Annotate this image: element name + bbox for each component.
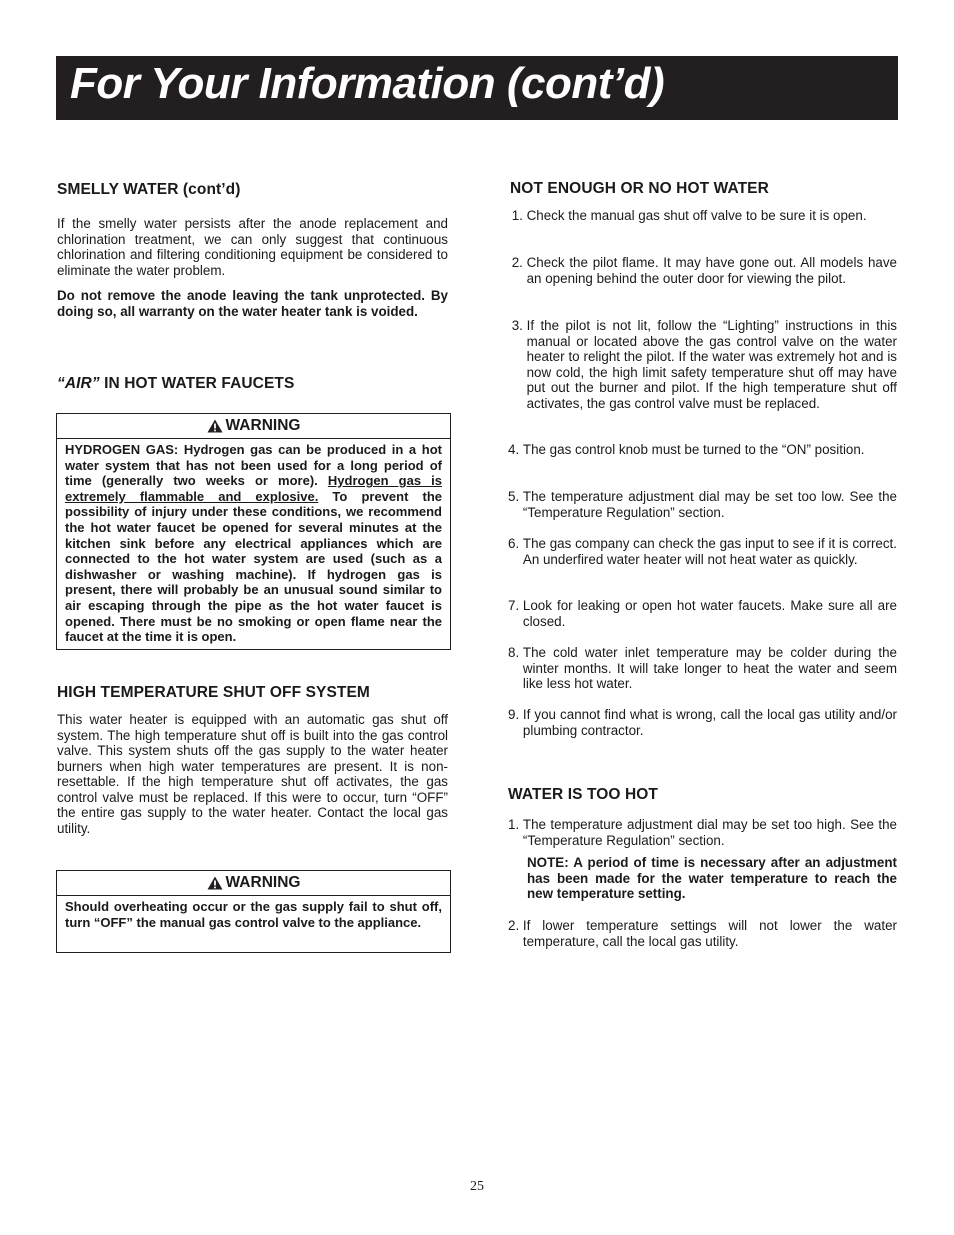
hydrogen-warning-box bbox=[56, 413, 451, 650]
page-title: For Your Information (cont’d) bbox=[70, 59, 665, 108]
list-item: 4. The gas control knob must be turned to the “ON” position. bbox=[508, 442, 865, 457]
list-item: 5. The temperature adjustment dial may be set too low. See the “Temperature Regulation” section. bbox=[508, 489, 897, 520]
list-item: 7. Look for leaking or open hot water faucets. Make sure all are closed. bbox=[508, 598, 897, 629]
overheating-warning-box bbox=[56, 870, 451, 953]
no-hot-water-heading: NOT ENOUGH OR NO HOT WATER bbox=[510, 180, 769, 197]
overheating-warning-text: Should overheating occur or the gas supply fail to shut off, turn “OFF” the manual gas control valve to the appliance. bbox=[65, 899, 442, 930]
list-item: 6. The gas company can check the gas input to see if it is correct. An underfired water heater will not heat water as quickly. bbox=[508, 536, 897, 567]
list-item: 1. The temperature adjustment dial may be set too high. See the “Temperature Regulation” section. bbox=[508, 817, 897, 848]
air-faucets-heading: “AIR” IN HOT WATER FAUCETS bbox=[57, 375, 295, 392]
list-item: 1. Check the manual gas shut off valve to be sure it is open. bbox=[508, 208, 867, 223]
high-temp-shutoff-heading: HIGH TEMPERATURE SHUT OFF SYSTEM bbox=[57, 684, 370, 701]
warning-header bbox=[57, 871, 450, 896]
page-title-bar bbox=[56, 56, 898, 120]
warning-triangle-icon bbox=[207, 419, 223, 433]
smelly-water-paragraph: If the smelly water persists after the anode replacement and chlorination treatment, we can only suggest that continuous chlorination and filtering conditioning equipment be considered to eliminate the water problem. bbox=[57, 216, 448, 278]
smelly-water-heading: SMELLY WATER (cont’d) bbox=[57, 181, 241, 198]
list-item: 2. Check the pilot flame. It may have gone out. All models have an opening behind the outer door for viewing the pilot. bbox=[508, 255, 897, 286]
warning-triangle-icon bbox=[207, 876, 223, 890]
list-item: 2. If lower temperature settings will not lower the water temperature, call the local gas utility. bbox=[508, 918, 897, 949]
water-too-hot-heading: WATER IS TOO HOT bbox=[508, 786, 659, 803]
high-temp-shutoff-paragraph: This water heater is equipped with an automatic gas shut off system. The high temperature shut off is built into the gas control valve. This system shuts off the gas supply to the water heater burners when high water temperatures are present. It is non-resettable. If the high temperature shut off activates, the gas control valve must be replaced. If this were to occur, turn “OFF” the entire gas supply to the water heater. Contact the local gas utility. bbox=[57, 712, 448, 836]
anode-warning-paragraph: Do not remove the anode leaving the tank unprotected. By doing so, all warranty on the water heater tank is voided. bbox=[57, 288, 448, 319]
temperature-note: NOTE: A period of time is necessary after an adjustment has been made for the water temperature to reach the new temperature setting. bbox=[527, 855, 897, 901]
warning-label: WARNING bbox=[225, 874, 301, 891]
list-item: 8. The cold water inlet temperature may be colder during the winter months. It will take longer to heat the water and seem like less hot water. bbox=[508, 645, 897, 691]
warning-label: WARNING bbox=[225, 417, 301, 434]
list-item: 3. If the pilot is not lit, follow the “Lighting” instructions in this manual or located above the gas control valve on the water heater to relight the pilot. If the water was extremely hot and is now cold, the high limit safety temperature shut off may have put out the burner and pilot. If the high temperature shut off activates, the gas control valve must be replaced. bbox=[508, 318, 897, 411]
page-number: 25 bbox=[470, 1179, 484, 1194]
list-item: 9. If you cannot find what is wrong, call the local gas utility and/or plumbing contractor. bbox=[508, 707, 897, 738]
warning-header bbox=[57, 414, 450, 439]
hydrogen-warning-text: HYDROGEN GAS: Hydrogen gas can be produced in a hot water system that has not been used for a long period of time (generally two weeks or more). Hydrogen gas is extremely flammable and explosive. To prevent the possibility of injury under these conditions, we recommend the hot water faucet be opened for several minutes at the kitchen sink before any electrical appliances which are connected to the hot water system are used (such as a dishwasher or washing machine). If hydrogen gas is present, there will probably be an unusual sound similar to air escaping through the pipe as the hot water faucet is opened. There must be no smoking or open flame near the faucet at the time it is open. bbox=[65, 442, 443, 645]
